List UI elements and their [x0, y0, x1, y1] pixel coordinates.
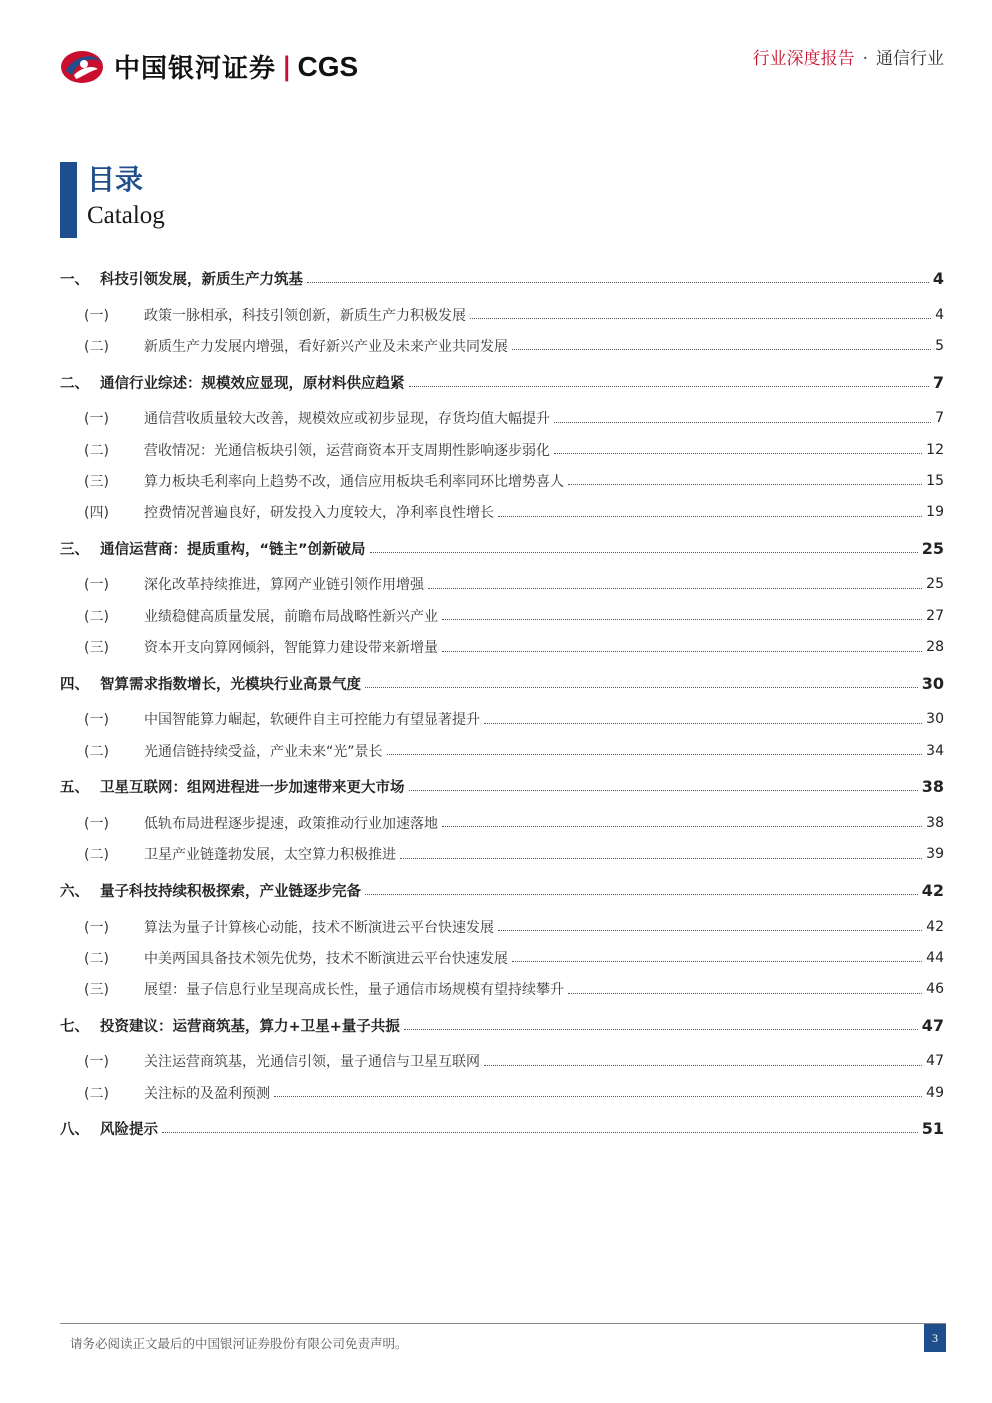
- cgs-logo-icon: [60, 49, 104, 85]
- toc-subsection-page: 30: [926, 711, 944, 728]
- toc-subsection-number: (二): [84, 608, 109, 625]
- toc-section-number: 四、: [60, 676, 89, 693]
- toc-subsection-number: (一): [84, 307, 109, 324]
- toc-section[interactable]: [60, 362, 944, 403]
- toc-subsection-title: 算力板块毛利率向上趋势不改，通信应用板块毛利率同环比增势喜人: [144, 473, 564, 490]
- toc-subsection-page: 34: [926, 742, 944, 759]
- toc-subsection-number: (二): [84, 442, 109, 459]
- toc-subsection-number: (二): [84, 743, 109, 760]
- toc-subsection-page: 38: [926, 814, 944, 831]
- toc-subsection[interactable]: [60, 299, 944, 330]
- toc-section-leader: [409, 790, 918, 791]
- toc-section[interactable]: [60, 528, 944, 569]
- toc-subsection-title: 中国智能算力崛起，软硬件自主可控能力有望显著提升: [144, 712, 480, 729]
- toc-subsection-number: (一): [84, 1054, 109, 1071]
- toc-title-cn: 目录: [87, 163, 144, 196]
- report-type-dot: ·: [862, 49, 868, 69]
- toc-section-page: 38: [921, 777, 944, 797]
- toc-subsection-page: 19: [926, 504, 944, 521]
- toc-subsection-title: 新质生产力发展内增强，看好新兴产业及未来产业共同发展: [144, 338, 508, 355]
- page-footer: [60, 1323, 946, 1360]
- toc-subsection-title: 卫星产业链蓬勃发展，太空算力积极推进: [144, 847, 396, 864]
- toc-subsection[interactable]: [60, 1046, 944, 1077]
- toc-section-title: 通信运营商：提质重构，“链主”创新破局: [100, 541, 366, 558]
- page-number: 3: [924, 1324, 946, 1352]
- toc-subsection-title: 控费情况普遍良好，研发投入力度较大，净利率良性增长: [144, 505, 494, 522]
- toc-subsection-number: (一): [84, 577, 109, 594]
- toc-subsection-leader: [442, 826, 922, 827]
- disclaimer-text: 请务必阅读正文最后的中国银河证券股份有限公司免责声明。: [70, 1336, 408, 1351]
- toc-subsection-title: 光通信链持续受益，产业未来“光”景长: [144, 743, 383, 760]
- toc-subsection-leader: [400, 858, 922, 859]
- toc-subsection-leader: [442, 651, 922, 652]
- toc-section-leader: [370, 552, 918, 553]
- industry-label: 通信行业: [876, 49, 944, 69]
- toc-subsection-number: (一): [84, 712, 109, 729]
- toc-section-number: 七、: [60, 1018, 89, 1035]
- toc-section-page: 47: [921, 1015, 944, 1035]
- toc-subsection[interactable]: [60, 973, 944, 1004]
- toc-subsection[interactable]: [60, 911, 944, 942]
- toc-subsection-title: 政策一脉相承，科技引领创新，新质生产力积极发展: [144, 307, 466, 324]
- toc-subsection-number: (四): [84, 505, 109, 522]
- toc-subsection[interactable]: [60, 569, 944, 600]
- toc-section[interactable]: [60, 258, 944, 299]
- toc-subsection[interactable]: [60, 496, 944, 527]
- toc-section-number: 二、: [60, 375, 89, 392]
- logo-text-en: CGS: [297, 50, 359, 82]
- toc-subsection-page: 44: [926, 949, 944, 966]
- toc-heading: [60, 162, 165, 238]
- toc-subsection-leader: [554, 422, 931, 423]
- toc-section-title: 量子科技持续积极探索，产业链逐步完备: [100, 883, 361, 900]
- report-type: [753, 44, 944, 69]
- toc-section-number: 五、: [60, 780, 89, 797]
- logo-separator: |: [282, 51, 292, 82]
- toc-subsection-leader: [568, 993, 922, 994]
- toc-section-title: 智算需求指数增长，光模块行业高景气度: [100, 676, 361, 693]
- toc-subsection-title: 展望：量子信息行业呈现高成长性，量子通信市场规模有望持续攀升: [144, 982, 564, 999]
- toc-subsection-leader: [442, 619, 922, 620]
- toc-subsection[interactable]: [60, 330, 944, 361]
- toc-subsection-leader: [484, 1065, 922, 1066]
- toc-subsection-number: (三): [84, 640, 109, 657]
- toc-subsection-page: 28: [926, 639, 944, 656]
- toc-subsection-title: 营收情况：光通信板块引领，运营商资本开支周期性影响逐步弱化: [144, 442, 550, 459]
- table-of-contents: [60, 258, 944, 1149]
- toc-subsection-page: 25: [926, 576, 944, 593]
- report-type-label: 行业深度报告: [752, 49, 855, 69]
- toc-subsection-page: 42: [926, 918, 944, 935]
- toc-subsection[interactable]: [60, 434, 944, 465]
- toc-subsection-title: 业绩稳健高质量发展，前瞻布局战略性新兴产业: [144, 608, 438, 625]
- toc-subsection-number: (二): [84, 338, 109, 355]
- toc-section-page: 42: [921, 880, 944, 900]
- toc-subsection-title: 算法为量子计算核心动能，技术不断演进云平台快速发展: [144, 919, 494, 936]
- toc-subsection-number: (二): [84, 1085, 109, 1102]
- toc-subsection-number: (一): [84, 919, 109, 936]
- toc-subsection-leader: [498, 516, 922, 517]
- toc-section-title: 投资建议：运营商筑基，算力+卫星+量子共振: [100, 1018, 400, 1035]
- toc-section-page: 30: [921, 673, 944, 693]
- toc-section-number: 八、: [60, 1122, 89, 1139]
- toc-section-title: 风险提示: [100, 1122, 158, 1139]
- toc-section-page: 51: [921, 1119, 944, 1139]
- toc-subsection[interactable]: [60, 942, 944, 973]
- toc-section[interactable]: [60, 663, 944, 704]
- toc-section-page: 7: [932, 372, 944, 392]
- toc-section[interactable]: [60, 1005, 944, 1046]
- toc-title-en: Catalog: [87, 202, 165, 229]
- toc-section[interactable]: [60, 1108, 944, 1149]
- toc-subsection[interactable]: [60, 704, 944, 735]
- toc-section-leader: [162, 1132, 918, 1133]
- toc-subsection[interactable]: [60, 735, 944, 766]
- toc-subsection[interactable]: [60, 839, 944, 870]
- toc-section[interactable]: [60, 870, 944, 911]
- toc-subsection-title: 低轨布局进程逐步提速，政策推动行业加速落地: [144, 815, 438, 832]
- toc-subsection-number: (一): [84, 815, 109, 832]
- toc-section-leader: [365, 687, 918, 688]
- toc-subsection-leader: [498, 930, 922, 931]
- toc-section-leader: [404, 1029, 918, 1030]
- page-header: [0, 0, 992, 110]
- toc-subsection-title: 资本开支向算网倾斜，智能算力建设带来新增量: [144, 640, 438, 657]
- logo-text-cn: 中国银河证券: [114, 54, 277, 84]
- toc-section-leader: [365, 894, 918, 895]
- toc-subsection-page: 47: [926, 1053, 944, 1070]
- toc-subsection-page: 5: [935, 337, 944, 354]
- toc-subsection[interactable]: [60, 1077, 944, 1108]
- toc-subsection-title: 关注标的及盈利预测: [144, 1085, 270, 1102]
- toc-subsection-title: 中美两国具备技术领先优势，技术不断演进云平台快速发展: [144, 950, 508, 967]
- toc-subsection-page: 39: [926, 846, 944, 863]
- toc-section-number: 一、: [60, 272, 89, 288]
- toc-subsection[interactable]: [60, 631, 944, 662]
- toc-subsection-leader: [512, 349, 931, 350]
- toc-subsection-number: (三): [84, 982, 109, 999]
- toc-subsection-page: 27: [926, 607, 944, 624]
- toc-subsection-leader: [274, 1096, 922, 1097]
- toc-section-page: 4: [932, 269, 944, 288]
- toc-subsection-number: (二): [84, 950, 109, 967]
- toc-subsection-title: 深化改革持续推进，算网产业链引领作用增强: [144, 577, 424, 594]
- toc-subsection-number: (三): [84, 473, 109, 490]
- toc-subsection[interactable]: [60, 807, 944, 838]
- toc-subsection-page: 12: [926, 441, 944, 458]
- toc-subsection-number: (二): [84, 847, 109, 864]
- toc-section[interactable]: [60, 766, 944, 807]
- toc-accent-bar: [60, 162, 77, 238]
- toc-subsection-leader: [484, 723, 922, 724]
- toc-subsection-leader: [568, 484, 922, 485]
- toc-subsection-leader: [428, 588, 922, 589]
- toc-subsection-title: 关注运营商筑基，光通信引领，量子通信与卫星互联网: [144, 1054, 480, 1071]
- toc-section-title: 卫星互联网：组网进程进一步加速带来更大市场: [100, 780, 405, 797]
- toc-subsection-page: 7: [935, 410, 944, 427]
- toc-subsection-page: 49: [926, 1084, 944, 1101]
- toc-section-page: 25: [921, 538, 944, 558]
- toc-subsection-page: 15: [926, 472, 944, 489]
- toc-section-leader: [307, 282, 929, 283]
- toc-subsection-leader: [470, 318, 931, 319]
- toc-section-title: 通信行业综述：规模效应显现，原材料供应趋紧: [100, 375, 405, 392]
- toc-subsection[interactable]: [60, 600, 944, 631]
- toc-section-leader: [409, 386, 929, 387]
- toc-subsection[interactable]: [60, 403, 944, 434]
- toc-subsection[interactable]: [60, 465, 944, 496]
- toc-subsection-title: 通信营收质量较大改善，规模效应或初步显现，存货均值大幅提升: [144, 411, 550, 428]
- toc-subsection-page: 4: [935, 306, 944, 323]
- toc-subsection-leader: [512, 961, 922, 962]
- toc-section-number: 六、: [60, 883, 89, 900]
- toc-subsection-number: (一): [84, 411, 109, 428]
- toc-subsection-leader: [387, 754, 923, 755]
- toc-section-number: 三、: [60, 541, 89, 558]
- company-logo: [60, 48, 358, 85]
- toc-section-title: 科技引领发展，新质生产力筑基: [100, 272, 303, 288]
- toc-subsection-leader: [554, 453, 922, 454]
- toc-subsection-page: 46: [926, 981, 944, 998]
